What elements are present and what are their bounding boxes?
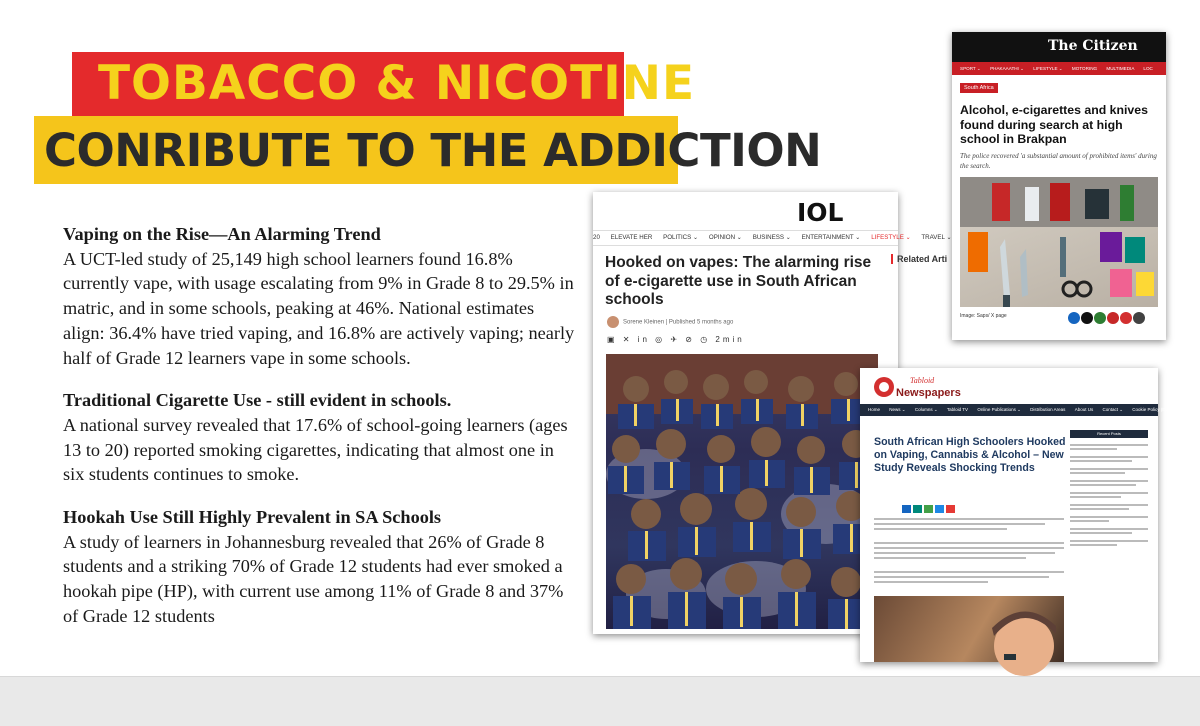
section-body-vaping: A UCT-led study of 25,149 high school learners found 16.8% currently vape, with usage escalating from 9% in Grade 8 to 29.5% in matric, and in some schools, peaking at 46%. National estimates align: 36.4% have tried vaping, and 16.8% are actively vaping; nearly half of Grade 12 learners vape in some schools. <box>63 248 575 368</box>
iol-nav-item: POLITICS ⌄ <box>663 234 699 241</box>
citizen-header <box>952 32 1166 62</box>
body-text <box>63 222 578 647</box>
citizen-logo: The Citizen <box>1048 38 1138 54</box>
facebook-icon <box>1068 312 1080 324</box>
tabloid-nav-item: Tabloid TV <box>946 407 969 412</box>
iol-nav-item: ELEVATE HER <box>610 234 653 241</box>
section-body-cigarettes: A national survey revealed that 17.6% of school-going learners (ages 13 to 20) reported smoking cigarettes, indicating that almost one in six students continues to smoke. <box>63 414 568 485</box>
title-line-2: CONRIBUTE TO THE ADDICTION <box>44 124 822 177</box>
citizen-share-icons <box>1068 311 1146 329</box>
citizen-nav <box>952 62 1166 75</box>
section-body-hookah: A study of learners in Johannesburg revealed that 26% of Grade 8 students and a striking 70% of Grade 12 students had ever smoked a hookah pipe (HP), with current use among 11% of Grade 8 and 37% of Grade 12 students <box>63 531 564 626</box>
tabloid-nav-item: Distribution Areas <box>1030 407 1066 412</box>
section-heading-vaping: Vaping on the Rise—An Alarming Trend <box>63 224 381 244</box>
iol-nav-item: LIFESTYLE ⌄ <box>871 234 911 241</box>
tabloid-nav-item: About Us <box>1074 407 1094 412</box>
email-icon <box>1133 312 1145 324</box>
citizen-nav-item: MOTORING <box>1071 66 1098 71</box>
tabloid-nav-item: Online Publications ⌄ <box>977 407 1021 412</box>
citizen-nav-item: LOC <box>1143 66 1153 71</box>
pinterest-icon <box>946 505 955 513</box>
iol-byline: Sorene Kleinen | Published 5 months ago <box>607 316 733 328</box>
citizen-article-clipping <box>952 32 1166 340</box>
iol-nav-item: OPINION ⌄ <box>708 234 742 241</box>
tabloid-logo <box>874 374 961 405</box>
title-banner-yellow <box>34 116 822 184</box>
iol-nav <box>593 230 952 246</box>
pinterest-icon <box>1107 312 1119 324</box>
citizen-nav-item: LIFESTYLE ⌄ <box>1033 66 1063 71</box>
twitter-icon <box>913 505 922 513</box>
iol-nav-item: ENTERTAINMENT ⌄ <box>801 234 861 241</box>
linkedin-icon <box>935 505 944 513</box>
tabloid-article-clipping <box>860 368 1171 662</box>
iol-nav-item: TRAVEL ⌄ <box>921 234 952 241</box>
tabloid-nav-item: Home <box>868 407 881 412</box>
tabloid-sidebar <box>1070 430 1148 546</box>
citizen-image-credit: Image: Saps/ X page <box>960 313 1007 319</box>
author-avatar <box>607 316 619 328</box>
tabloid-headline: South African High Schoolers Hooked on Vaping, Cannabis & Alcohol – New Study Reveals Shocking Trends <box>874 436 1066 474</box>
tabloid-nav-item: Cookie Policy (EU) <box>1132 407 1171 412</box>
tabloid-logo-big: Newspapers <box>896 387 961 399</box>
students-vaping-image <box>606 354 881 629</box>
section-heading-hookah: Hookah Use Still Highly Prevalent in SA Schools <box>63 507 442 528</box>
confiscated-items-image <box>960 177 1158 307</box>
boy-vaping-image <box>874 596 1064 662</box>
title-line-1: TOBACCO & NICOTINE <box>98 56 696 111</box>
tabloid-logo-small: Tabloid <box>910 376 935 385</box>
tabloid-body-text <box>874 518 1064 586</box>
iol-related-articles: Related Arti <box>891 254 947 264</box>
citizen-headline: Alcohol, e-cigarettes and knives found during search at high school in Brakpan <box>960 103 1148 146</box>
citizen-nav-item: MULTIMEDIA <box>1106 66 1135 71</box>
whatsapp-icon <box>1094 312 1106 324</box>
iol-nav-item: BUSINESS ⌄ <box>752 234 791 241</box>
whatsapp-icon <box>924 505 933 513</box>
tabloid-nav-item: News ⌄ <box>889 407 906 412</box>
facebook-icon <box>902 505 911 513</box>
flipboard-icon <box>1120 312 1132 324</box>
tabloid-nav <box>860 404 1171 416</box>
tabloid-share-icons <box>902 500 957 518</box>
iol-share-icons: ▣ ✕ in ◎ ✈ ⊘ ◷ 2min <box>607 335 745 344</box>
citizen-subhead: The police recovered 'a substantial amount of prohibited items' during the search. <box>960 152 1157 170</box>
x-icon <box>1081 312 1093 324</box>
citizen-nav-item: SPORT ⌄ <box>960 66 981 71</box>
iol-logo: IOL <box>797 198 844 227</box>
tabloid-nav-item: Columns ⌄ <box>914 407 938 412</box>
section-heading-cigarettes: Traditional Cigarette Use - still evident in schools. <box>63 390 452 411</box>
tabloid-nav-item: Contact ⌄ <box>1102 407 1123 412</box>
iol-nav-item: 20 <box>593 234 600 241</box>
title-banner-red <box>72 52 696 118</box>
sidebar-heading: Recent Posts <box>1070 430 1148 438</box>
citizen-category-tag: South Africa <box>960 83 998 93</box>
iol-headline: Hooked on vapes: The alarming rise of e-cigarette use in South African schools <box>605 254 872 308</box>
citizen-nav-item: PHAKAAATHI ⌄ <box>990 66 1024 71</box>
